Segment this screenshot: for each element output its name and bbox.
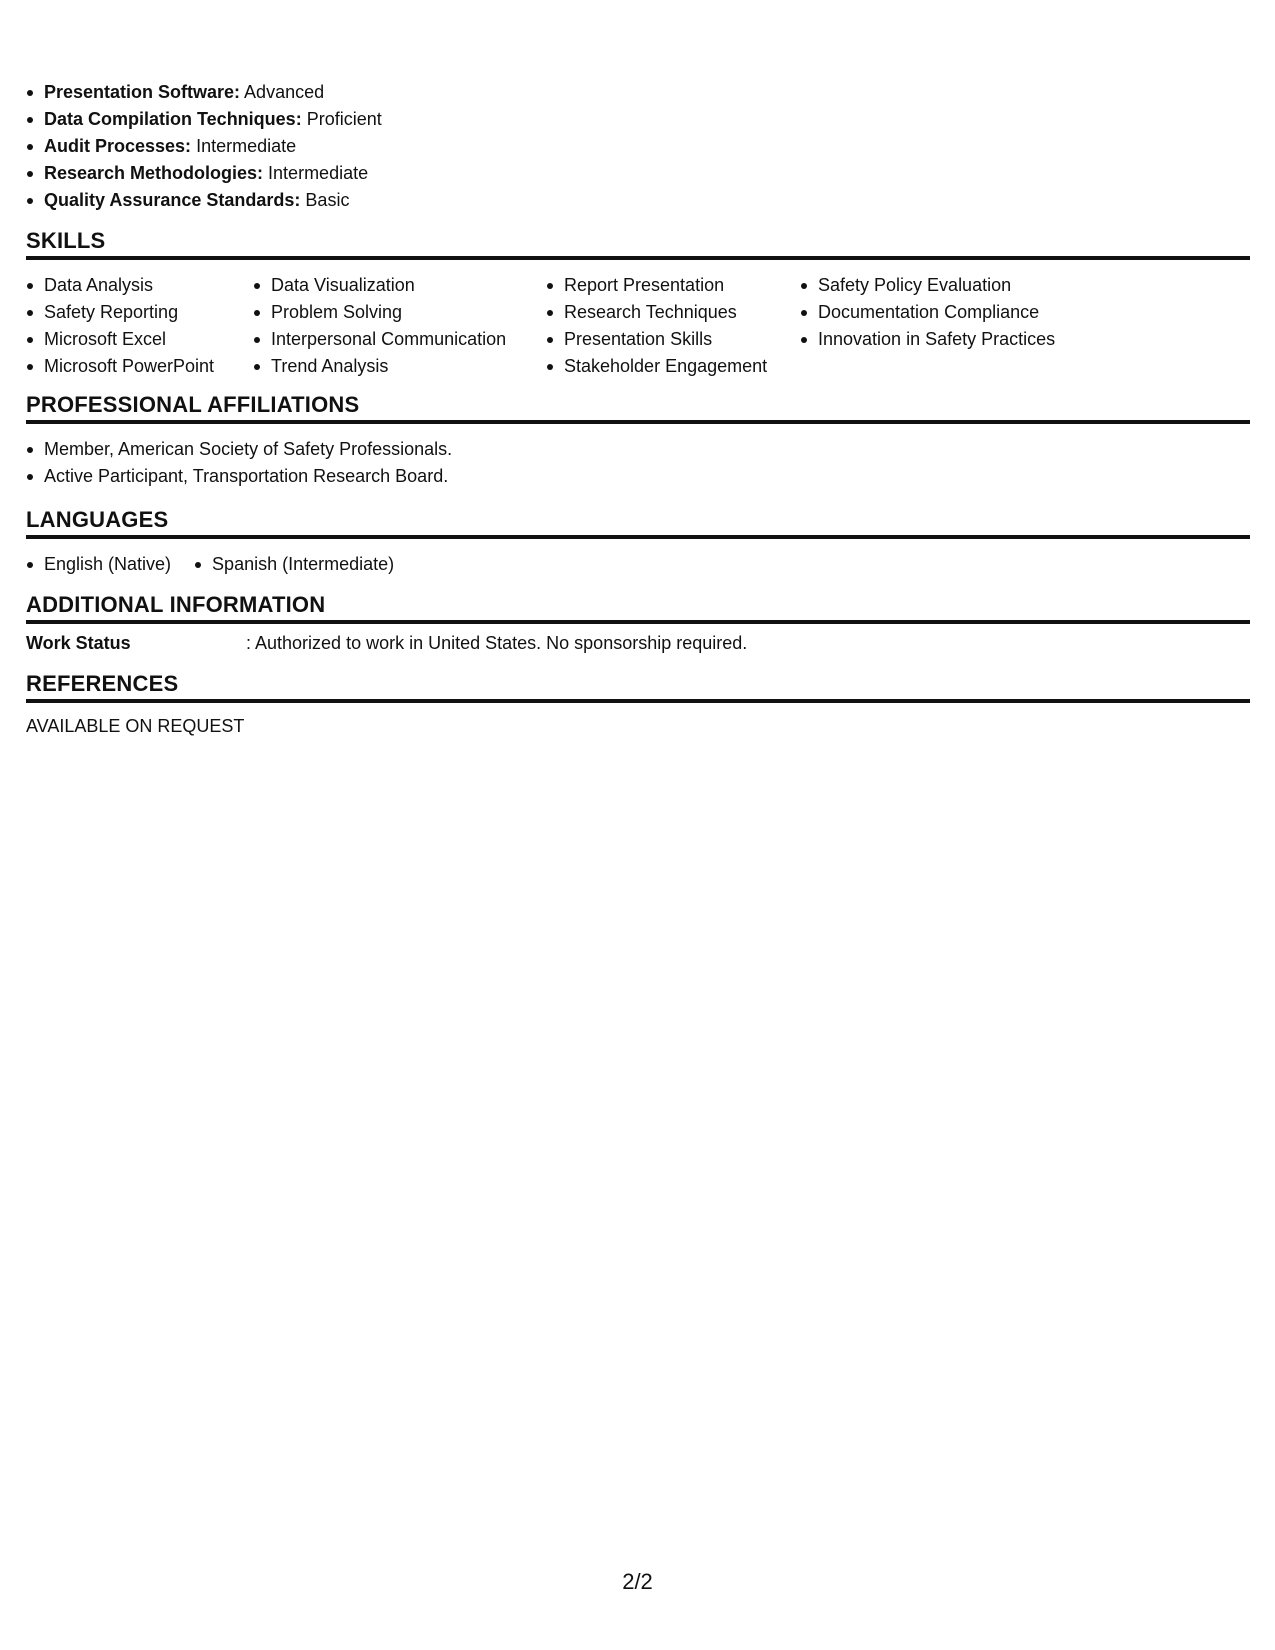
languages-list <box>26 551 417 578</box>
skill-item: Report Presentation <box>546 272 800 299</box>
affiliations-heading: PROFESSIONAL AFFILIATIONS <box>26 392 1250 424</box>
skill-item: Data Visualization <box>253 272 546 299</box>
competency-label: Data Compilation Techniques: <box>44 109 302 129</box>
list-item <box>26 160 382 187</box>
competency-level: Intermediate <box>191 136 297 156</box>
skills-column <box>26 272 253 380</box>
language-item: Spanish (Intermediate) <box>194 551 394 578</box>
list-item <box>26 187 382 214</box>
competency-level: Basic <box>300 190 350 210</box>
skill-item: Presentation Skills <box>546 326 800 353</box>
competency-level: Intermediate <box>263 163 369 183</box>
competency-label: Quality Assurance Standards: <box>44 190 301 210</box>
list-item <box>26 133 382 160</box>
page-number: 2/2 <box>622 1569 653 1594</box>
competency-label: Research Methodologies: <box>44 163 264 183</box>
skill-item: Research Techniques <box>546 299 800 326</box>
skill-item: Interpersonal Communication <box>253 326 546 353</box>
competency-label: Presentation Software: <box>44 82 241 102</box>
additional-info-heading: ADDITIONAL INFORMATION <box>26 592 1250 624</box>
references-heading: REFERENCES <box>26 671 1250 703</box>
list-item <box>26 79 382 106</box>
competency-label: Audit Processes: <box>44 136 192 156</box>
list-item <box>26 106 382 133</box>
skill-item: Problem Solving <box>253 299 546 326</box>
skills-grid <box>26 272 1100 380</box>
skill-item: Safety Policy Evaluation <box>800 272 1100 299</box>
work-status-value: : Authorized to work in United States. No sponsorship required. <box>246 633 748 653</box>
skills-column <box>800 272 1100 380</box>
work-status-row <box>26 630 747 657</box>
references-text: AVAILABLE ON REQUEST <box>26 716 245 736</box>
language-item: English (Native) <box>26 551 171 578</box>
languages-heading: LANGUAGES <box>26 507 1250 539</box>
skills-heading: SKILLS <box>26 228 1250 260</box>
skill-item: Trend Analysis <box>253 353 546 380</box>
skill-item: Documentation Compliance <box>800 299 1100 326</box>
affiliation-item: Active Participant, Transportation Research Board. <box>26 463 452 490</box>
skills-column <box>253 272 546 380</box>
skill-item: Microsoft Excel <box>26 326 253 353</box>
affiliations-list <box>26 436 452 490</box>
affiliation-item: Member, American Society of Safety Professionals. <box>26 436 452 463</box>
skill-item: Stakeholder Engagement <box>546 353 800 380</box>
competency-level: Advanced <box>240 82 325 102</box>
competency-level: Proficient <box>301 109 382 129</box>
work-status-label: Work Status <box>26 633 131 653</box>
skill-item: Data Analysis <box>26 272 253 299</box>
skills-column <box>546 272 800 380</box>
skill-item: Innovation in Safety Practices <box>800 326 1100 353</box>
skill-item: Safety Reporting <box>26 299 253 326</box>
competencies-list <box>26 79 382 214</box>
skill-item: Microsoft PowerPoint <box>26 353 253 380</box>
